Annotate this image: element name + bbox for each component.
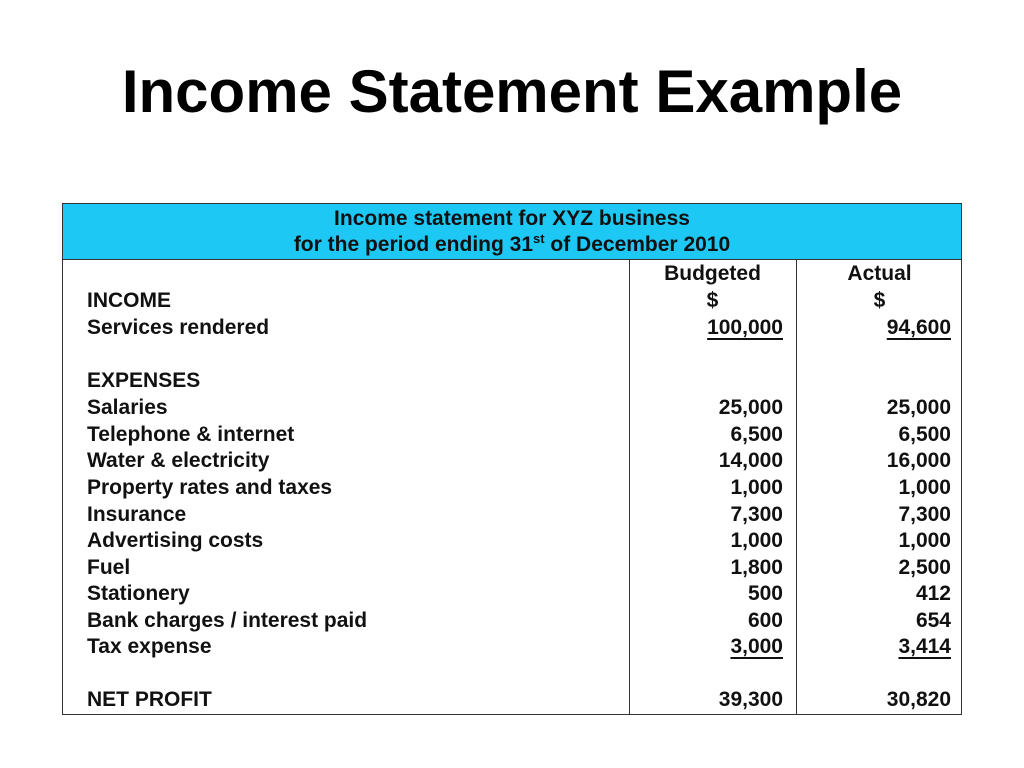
expense-row (63, 607, 961, 634)
currency-actual: $ (873, 289, 886, 312)
statement-header (63, 204, 961, 260)
expense-row (63, 527, 961, 554)
budgeted-value: 1,000 (730, 476, 783, 499)
column-header-actual: Actual (847, 262, 912, 285)
budgeted-value: 25,000 (718, 396, 783, 419)
actual-value: 1,000 (898, 476, 951, 499)
budgeted-value: 39,300 (718, 688, 783, 711)
row-label: Tax expense (87, 635, 212, 658)
expense-row (63, 501, 961, 528)
actual-value: 7,300 (898, 503, 951, 526)
actual-value: 25,000 (886, 396, 951, 419)
expense-row (63, 421, 961, 448)
actual-value: 654 (915, 609, 951, 632)
budgeted-value: 1,800 (730, 556, 783, 579)
expense-row (63, 554, 961, 581)
row-label: Bank charges / interest paid (87, 609, 368, 632)
budgeted-value: 7,300 (730, 503, 783, 526)
statement-title: Income statement for XYZ business (334, 207, 690, 230)
budgeted-value: 500 (747, 582, 783, 605)
budgeted-value: 14,000 (718, 449, 783, 472)
row-label: Telephone & internet (87, 423, 295, 446)
expenses-heading: EXPENSES (87, 369, 201, 392)
row-label: Insurance (87, 503, 187, 526)
statement-period: for the period ending 31st of December 2010 (293, 231, 731, 256)
row-label: Services rendered (87, 316, 270, 339)
actual-value: 3,414 (898, 635, 951, 658)
services-row (63, 314, 961, 341)
actual-value: 2,500 (898, 556, 951, 579)
budgeted-value: 1,000 (730, 529, 783, 552)
actual-value: 1,000 (898, 529, 951, 552)
slide-title: Income Statement Example (121, 58, 903, 125)
row-label: Water & electricity (87, 449, 270, 472)
row-label: Stationery (87, 582, 190, 605)
expense-row (63, 474, 961, 501)
currency-budgeted: $ (706, 289, 719, 312)
budgeted-value: 600 (747, 609, 783, 632)
expense-row (63, 633, 961, 660)
actual-value: 412 (915, 582, 951, 605)
expense-row (63, 580, 961, 607)
actual-value: 30,820 (886, 688, 951, 711)
net-profit-row (63, 686, 961, 713)
row-label: NET PROFIT (87, 688, 212, 711)
row-label: Salaries (87, 396, 168, 419)
budgeted-value: 3,000 (730, 635, 783, 658)
row-label: Advertising costs (87, 529, 264, 552)
row-label: Fuel (87, 556, 131, 579)
row-label: Property rates and taxes (87, 476, 333, 499)
income-statement-table (62, 203, 962, 715)
income-heading: INCOME (87, 289, 171, 312)
actual-value: 16,000 (886, 449, 951, 472)
actual-value: 6,500 (898, 423, 951, 446)
column-headers-row (63, 260, 961, 287)
income-heading-row (63, 287, 961, 314)
budgeted-value: 100,000 (707, 316, 783, 339)
actual-value: 94,600 (886, 316, 951, 339)
column-header-budgeted: Budgeted (664, 262, 761, 285)
budgeted-value: 6,500 (730, 423, 783, 446)
expenses-heading-row (63, 367, 961, 394)
expense-row (63, 394, 961, 421)
expense-row (63, 447, 961, 474)
